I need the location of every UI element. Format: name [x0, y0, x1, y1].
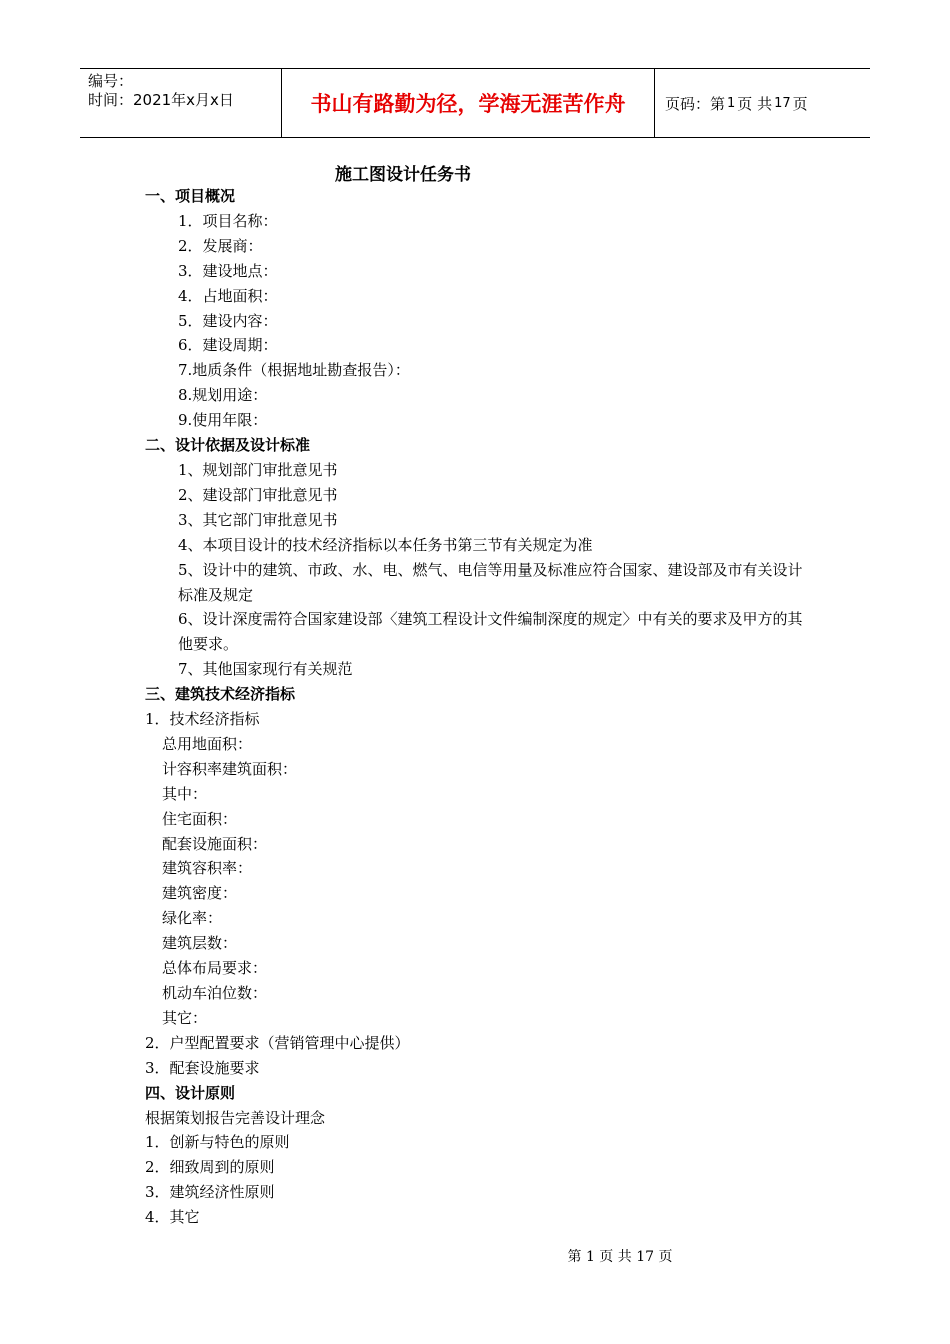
page-header	[80, 68, 870, 138]
list-item: 2、建设部门审批意见书	[178, 485, 338, 504]
indicator-item: 配套设施面积：	[162, 834, 268, 853]
section-heading: 二、设计依据及设计标准	[145, 436, 311, 455]
list-item: 1．项目名称：	[178, 211, 278, 230]
document-body	[145, 184, 810, 1230]
subsection-title: 1．技术经济指标	[145, 710, 260, 729]
indicator-item: 计容积率建筑面积：	[162, 759, 298, 778]
list-item: 8.规划用途：	[178, 386, 268, 405]
list-item: 2．细致周到的原则	[145, 1158, 275, 1177]
section-heading: 三、建筑技术经济指标	[145, 685, 296, 704]
page-total: 17	[774, 95, 791, 111]
document-date: 时间：2021年x月x日	[88, 91, 234, 109]
page-suffix: 页	[792, 94, 808, 113]
page-current: 1	[727, 95, 736, 111]
list-item: 7、其他国家现行有关规范	[178, 660, 353, 679]
list-item: 6．建设周期：	[178, 336, 278, 355]
list-item: 4．其它	[145, 1208, 200, 1227]
subsection-title: 3．配套设施要求	[145, 1058, 260, 1077]
page-prefix: 页码：第	[665, 94, 726, 113]
list-item: 3．建筑经济性原则	[145, 1183, 275, 1202]
indicator-item: 总体布局要求：	[162, 959, 268, 978]
list-item: 9.使用年限：	[178, 411, 268, 430]
indicator-item: 建筑层数：	[162, 934, 238, 953]
indicator-item: 绿化率：	[162, 909, 223, 928]
list-item: 1、规划部门审批意见书	[178, 460, 338, 479]
list-item: 7.地质条件（根据地址勘查报告）：	[178, 361, 410, 380]
section-intro: 根据策划报告完善设计理念	[145, 1108, 326, 1127]
list-item: 5、设计中的建筑、市政、水、电、燃气、电信等用量及标准应符合国家、建设部及市有关设计标准及规定	[178, 560, 803, 604]
list-item: 4、本项目设计的技术经济指标以本任务书第三节有关规定为准	[178, 535, 593, 554]
page-footer: 第 1 页 共 17 页	[567, 1249, 673, 1265]
list-item: 6、设计深度需符合国家建设部〈建筑工程设计文件编制深度的规定〉中有关的要求及甲方的其他要求。	[178, 610, 803, 654]
document-number-label: 编号：	[88, 72, 134, 90]
section-heading: 一、项目概况	[145, 187, 236, 205]
list-item: 3．建设地点：	[178, 261, 278, 280]
subsection-title: 2．户型配置要求（营销管理中心提供）	[145, 1033, 410, 1052]
document-title: 施工图设计任务书	[335, 165, 471, 185]
indicator-item: 机动车泊位数：	[162, 984, 268, 1002]
list-item: 4．占地面积：	[178, 286, 278, 305]
indicator-item: 建筑容积率：	[162, 859, 253, 878]
indicator-item: 其中：	[162, 784, 208, 803]
page-mid: 页 共	[737, 94, 773, 113]
section-heading: 四、设计原则	[145, 1083, 236, 1102]
indicator-item: 住宅面积：	[162, 809, 238, 828]
indicator-item: 建筑密度：	[162, 884, 238, 903]
list-item: 5．建设内容：	[178, 311, 278, 330]
list-item: 2．发展商：	[178, 236, 263, 255]
indicator-item: 其它：	[162, 1008, 208, 1027]
list-item: 1．创新与特色的原则	[145, 1133, 290, 1152]
header-motto: 书山有路勤为径，学海无涯苦作舟	[282, 69, 655, 137]
list-item: 3、其它部门审批意见书	[178, 510, 338, 529]
indicator-item: 总用地面积：	[162, 734, 253, 753]
header-meta	[80, 69, 282, 137]
header-page-info	[655, 69, 870, 137]
